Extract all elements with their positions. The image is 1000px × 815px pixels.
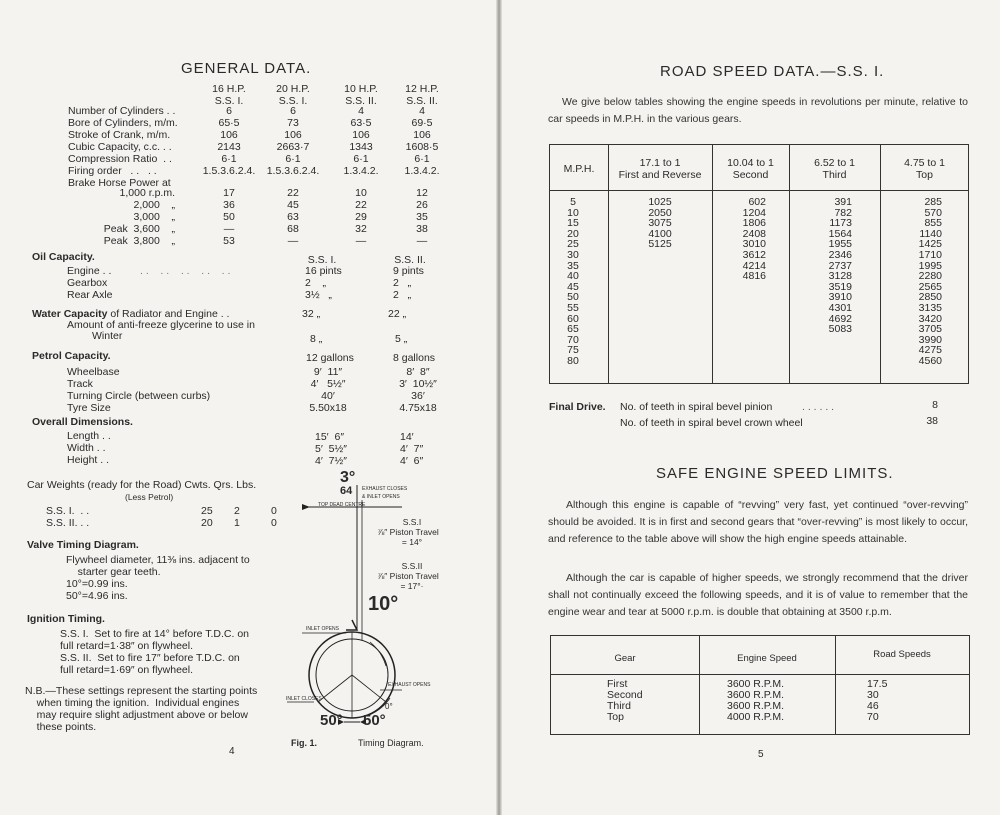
- final-drive-pinion: No. of teeth in spiral bevel pinion: [620, 401, 773, 413]
- model-hp: 20 H.P.: [276, 83, 310, 95]
- winter-ss2: 5 „: [395, 333, 408, 345]
- nb-body: —These settings represent the starting points when timing the ignition. Individual engines may require slight adjustment above or below these points.: [36, 685, 258, 733]
- gear-column: First Second Third Top: [607, 678, 643, 723]
- oil-ss2-values: 9 pints 2 „ 2 „: [393, 265, 424, 301]
- safe-speed-para-1: Although this engine is capable of “revving” very fast, yet continued “over-revving” should be avoided. It is in first and second gears that “over-revving” is most likely to occur, and reference to the table above will show the high engine speeds attainable.: [548, 499, 968, 545]
- model-hp: 10 H.P.: [344, 83, 378, 95]
- spec-col-10hp: 4 63·5 106 1343 6·1 1.3.4.2.: [343, 105, 379, 177]
- model-header-10hp: [338, 83, 384, 107]
- model-code: S.S. II.: [345, 95, 377, 107]
- figure-number: Fig. 1.: [291, 738, 318, 748]
- diagram-top-fraction: 64: [340, 485, 353, 497]
- model-header-20hp: [270, 83, 316, 107]
- bhp-col-12hp: 12 26 35 38 —: [416, 187, 428, 247]
- diagram-ten-degrees: 10°: [368, 593, 399, 615]
- diagram-ss2-label: S.S.II: [401, 561, 423, 571]
- header-gear: Gear: [614, 653, 636, 664]
- winter-ss1: 8 „: [310, 333, 323, 345]
- petrol-ss1: 12 gallons: [306, 352, 354, 364]
- model-hp: 16 H.P.: [212, 83, 246, 95]
- nb-label: N.B.: [25, 685, 46, 697]
- spec-col-12hp: 4 69·5 106 1608·5 6·1 1.3.4.2.: [404, 105, 440, 177]
- water-capacity-heading: Water Capacity: [32, 308, 108, 320]
- diagram-tdc-label: TOP DEAD CENTRE: [318, 502, 366, 508]
- model-code: S.S. II.: [406, 95, 438, 107]
- diagram-fifty-right: 50°: [363, 712, 386, 729]
- ignition-timing-body: S.S. I. Set to fire at 14° before T.D.C. on full retard=1·38″ on flywheel. S.S. II. Set to fire 17″ before T.D.C. on full retard=1·69″ on flywheel.: [60, 628, 250, 676]
- model-hp: 12 H.P.: [405, 83, 439, 95]
- diagram-top-degree: 3°: [340, 469, 356, 486]
- bhp-col-16hp: 17 36 50 — 53: [223, 187, 235, 247]
- spec-col-16hp: 6 65·5 106 2143 6·1 1.5.3.6.2.4.: [202, 105, 256, 177]
- general-data-title: GENERAL DATA.: [181, 60, 312, 77]
- header-top: 4.75 to 1 Top: [904, 157, 945, 181]
- winter-label: Winter: [92, 330, 123, 342]
- oil-header-ss2: S.S. II.: [394, 254, 426, 266]
- figure-caption: Timing Diagram.: [358, 738, 424, 748]
- spec-labels: Number of Cylinders . . Bore of Cylinders, m/m. Stroke of Crank, m/m. Cubic Capacity, c.c. . . Compression Ratio . . Firing order . . . . Brake Horse Power at: [68, 105, 178, 189]
- road-speed-table: [549, 144, 969, 384]
- weight-lbs: 0 0: [271, 505, 277, 529]
- model-header-12hp: [399, 83, 445, 107]
- first-gear-column: 1025 2050 3075 4100 5125: [648, 196, 672, 251]
- dimension-ss1-values: 15′ 6″ 5′ 5½″ 4′ 7½″: [315, 431, 347, 467]
- engine-speed-column: 3600 R.P.M. 3600 R.P.M. 3600 R.P.M. 4000 R.P.M.: [727, 678, 785, 723]
- diagram-inlet-opens: INLET OPENS: [306, 626, 339, 632]
- header-road-speeds: Road Speeds: [873, 649, 931, 660]
- safe-speed-para-2: Although the car is capable of higher speeds, we strongly recommend that the driver shall not continually exceed the following speeds, and it is of value to remember that the engine wear and tear at 5000 r.p.m. is double that obtaining at 3500 r.p.m.: [548, 572, 968, 618]
- oil-leader-dots: . . . . . . . . . .: [140, 265, 231, 277]
- chassis-ss1-values: 9′ 11″ 4′ 5½″ 40′ 5.50x18: [309, 366, 347, 414]
- water-ss1: 32 „: [302, 308, 321, 320]
- ignition-timing-heading: Ignition Timing.: [27, 613, 105, 625]
- road-speed-title: ROAD SPEED DATA.—S.S. I.: [660, 63, 885, 80]
- petrol-capacity-heading: Petrol Capacity.: [32, 350, 111, 362]
- oil-ss1-values: 16 pints 2 „ 3½ „: [305, 265, 342, 301]
- diagram-inlet-opens-top: & INLET OPENS: [362, 494, 400, 500]
- oil-labels: Engine . . Gearbox Rear Axle: [67, 265, 113, 301]
- diagram-fifty-left: 50°: [320, 712, 343, 729]
- bhp-labels: 1,000 r.p.m. 2,000 „ 3,000 „ Peak 3,600 „ Peak 3,800 „: [103, 187, 175, 247]
- road-speed-intro: We give below tables showing the engine speeds in revolutions per minute, relative to car speeds in M.P.H. in the various gears.: [548, 96, 968, 125]
- petrol-ss2: 8 gallons: [393, 352, 436, 364]
- valve-timing-body: Flywheel diameter, 11⅜ ins. adjacent to starter gear teeth. 10°=0.99 ins. 50°=4.96 ins.: [66, 554, 250, 602]
- chassis-labels: Wheelbase Track Turning Circle (between curbs) Tyre Size: [67, 366, 211, 414]
- less-petrol-note: (Less Petrol): [125, 492, 174, 502]
- chassis-ss2-values: 8′ 8″ 3′ 10½″ 36′ 4.75x18: [399, 366, 437, 414]
- right-page-number: 5: [758, 749, 764, 760]
- top-gear-column: 285 570 855 1140 1425 1710 1995 2280 2565 2850 3135 3420 3705 3990 4275 4560: [918, 196, 942, 367]
- table-rule: [699, 636, 700, 734]
- overall-dimensions-heading: Overall Dimensions.: [32, 416, 133, 428]
- third-gear-column: 391 782 1173 1564 1955 2346 2737 3128 3519 3910 4301 4692 5083: [828, 196, 852, 336]
- bhp-col-20hp: 22 45 63 68 —: [287, 187, 299, 247]
- diagram-ss1-degrees: = 14°: [401, 537, 423, 547]
- bhp-col-10hp: 10 22 29 32 —: [355, 187, 367, 247]
- final-drive-crown: No. of teeth in spiral bevel crown wheel: [620, 417, 803, 429]
- table-header-rule: [551, 674, 969, 675]
- diagram-zero-degrees: 0°: [385, 702, 393, 711]
- oil-header-ss1: S.S. I.: [307, 254, 337, 266]
- valve-timing-heading: Valve Timing Diagram.: [27, 539, 139, 551]
- diagram-inlet-closes: INLET CLOSES: [286, 696, 322, 702]
- diagram-exhaust-closes: EXHAUST CLOSES: [362, 486, 408, 492]
- header-mph: M.P.H.: [563, 163, 595, 175]
- antifreeze-line: Amount of anti-freeze glycerine to use in: [67, 319, 255, 331]
- final-drive-pinion-value: 8: [932, 399, 938, 411]
- diagram-ss1-label: S.S.I: [402, 517, 422, 527]
- safe-speed-title: SAFE ENGINE SPEED LIMITS.: [656, 465, 894, 482]
- table-header-rule: [550, 190, 968, 191]
- diagram-ss1-travel: ⅞″ Piston Travel: [377, 527, 439, 537]
- diagram-exhaust-opens: EXHAUST OPENS: [388, 682, 431, 688]
- weight-cwts: 25 20: [201, 505, 213, 529]
- nb-note: [25, 685, 257, 733]
- oil-capacity-heading: Oil Capacity.: [32, 251, 95, 263]
- final-drive-dots: . . . . . .: [802, 401, 835, 413]
- dimension-labels: Length . . Width . . Height . .: [67, 430, 111, 466]
- road-speed-column: 17.5 30 46 70: [867, 678, 888, 723]
- weight-rows: S.S. I. . . S.S. II. . .: [46, 505, 90, 529]
- left-page: [0, 0, 496, 815]
- right-page: [502, 0, 1000, 815]
- safe-speed-table: [550, 635, 970, 735]
- second-gear-column: 602 1204 1806 2408 3010 3612 4214 4816: [742, 196, 766, 283]
- water-ss2: 22 „: [388, 308, 407, 320]
- header-third: 6.52 to 1 Third: [814, 157, 855, 181]
- water-capacity-rest: of Radiator and Engine . .: [107, 308, 230, 320]
- spec-col-20hp: 6 73 106 2663·7 6·1 1.5.3.6.2.4.: [266, 105, 320, 177]
- dimension-ss2-values: 14′ 4′ 7″ 4′ 6″: [400, 431, 424, 467]
- left-page-number: 4: [229, 746, 235, 757]
- header-second: 10.04 to 1 Second: [727, 157, 774, 181]
- model-header-16hp: [206, 83, 252, 107]
- final-drive-label: Final Drive.: [549, 401, 606, 413]
- diagram-ss2-travel: ⅞″ Piston Travel: [377, 571, 439, 581]
- model-code: S.S. I.: [278, 95, 308, 107]
- car-weights-heading: Car Weights (ready for the Road) Cwts. Qrs. Lbs.: [27, 479, 257, 491]
- diagram-ss2-degrees: = 17°·: [400, 581, 424, 591]
- model-code: S.S. I.: [214, 95, 244, 107]
- header-engine-speed: Engine Speed: [737, 653, 797, 664]
- mph-column: 5 10 15 20 25 30 35 40 45 50 55 60 65 70 75 80: [567, 196, 579, 367]
- header-first: 17.1 to 1 First and Reverse: [618, 157, 702, 181]
- weight-qrs: 2 1: [234, 505, 240, 529]
- final-drive-crown-value: 38: [926, 415, 938, 427]
